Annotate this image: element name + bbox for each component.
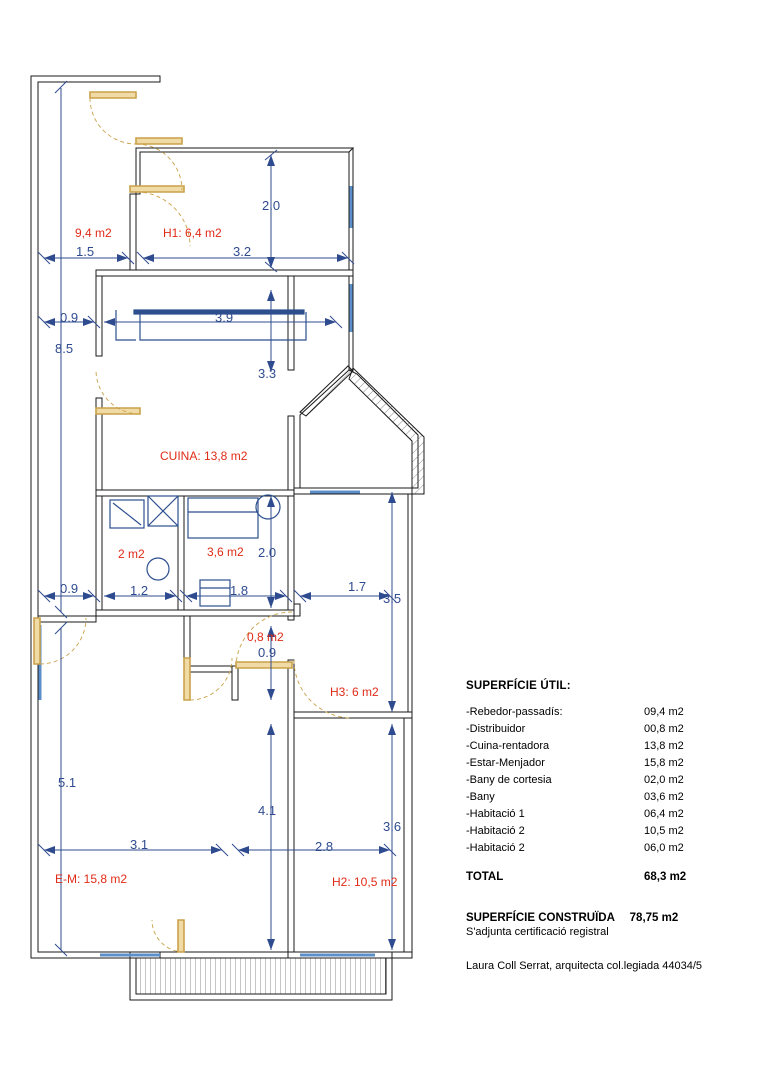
dimension-label: 1.5 bbox=[76, 244, 95, 259]
dimension-label: 2.0 bbox=[258, 545, 277, 560]
dimension-label: 3.6 bbox=[383, 819, 402, 834]
surface-total-label: TOTAL bbox=[466, 871, 504, 883]
dimension-label: 3.2 bbox=[233, 244, 252, 259]
surface-row bbox=[466, 738, 744, 755]
dimension-label: 4.1 bbox=[258, 803, 277, 818]
room-area-label: E-M: 15,8 m2 bbox=[55, 872, 128, 886]
surface-total-value: 68,3 m2 bbox=[644, 871, 687, 883]
dimension-label: 8.5 bbox=[55, 341, 74, 356]
built-surface-note: S'adjunta certificació registral bbox=[466, 926, 609, 938]
dimension-label: 3.5 bbox=[383, 591, 402, 606]
doors-layer bbox=[34, 92, 292, 952]
surface-row-value: 06,0 m2 bbox=[644, 842, 684, 854]
dimension-label: 3.9 bbox=[215, 310, 234, 325]
dimension-label: 1.7 bbox=[348, 579, 367, 594]
dimension-label: 2.0 bbox=[262, 198, 281, 213]
dimension-label: 3.3 bbox=[258, 366, 277, 381]
surface-row bbox=[466, 823, 744, 840]
room-area-label: 9,4 m2 bbox=[75, 226, 112, 240]
surface-row bbox=[466, 772, 744, 789]
dimension-label: 5.1 bbox=[58, 775, 77, 790]
room-area-label: H3: 6 m2 bbox=[330, 685, 379, 699]
room-area-label: 3,6 m2 bbox=[207, 545, 244, 559]
surface-row bbox=[466, 789, 744, 806]
surface-row bbox=[466, 806, 744, 823]
architect-signature: Laura Coll Serrat, arquitecta col.legiada 44034/5 bbox=[466, 960, 703, 972]
built-surface-row bbox=[466, 912, 756, 924]
room-area-labels bbox=[55, 226, 398, 889]
surface-row-label: -Estar-Menjador bbox=[466, 757, 545, 769]
dimension-label: 1.8 bbox=[230, 583, 249, 598]
surface-total-row bbox=[466, 857, 744, 886]
legend-title: SUPERFÍCIE ÚTIL: bbox=[466, 680, 571, 692]
surface-table bbox=[466, 704, 744, 886]
surface-row-value: 09,4 m2 bbox=[644, 706, 684, 718]
room-area-label: CUINA: 13,8 m2 bbox=[160, 449, 248, 463]
surface-row-value: 15,8 m2 bbox=[644, 757, 684, 769]
dimension-label: 1.2 bbox=[130, 583, 149, 598]
surface-row-label: -Bany bbox=[466, 791, 495, 803]
surface-row-label: -Habitació 2 bbox=[466, 842, 525, 854]
room-area-label: H2: 10,5 m2 bbox=[332, 875, 398, 889]
dimension-ticks bbox=[38, 81, 396, 956]
surface-row-value: 06,4 m2 bbox=[644, 808, 684, 820]
surface-row bbox=[466, 840, 744, 857]
dimension-label: 2.8 bbox=[315, 839, 334, 854]
surface-row-value: 13,8 m2 bbox=[644, 740, 684, 752]
surface-row-value: 00,8 m2 bbox=[644, 723, 684, 735]
surface-row bbox=[466, 704, 744, 721]
dimension-label: 0.9 bbox=[60, 581, 79, 596]
surface-row-label: -Cuina-rentadora bbox=[466, 740, 550, 752]
surface-row-value: 03,6 m2 bbox=[644, 791, 684, 803]
surface-row-label: -Bany de cortesia bbox=[466, 774, 552, 786]
surface-row bbox=[466, 721, 744, 738]
dimension-label: 0.9 bbox=[60, 310, 79, 325]
room-area-label: 2 m2 bbox=[118, 547, 145, 561]
surface-row-label: -Habitació 2 bbox=[466, 825, 525, 837]
surface-row-label: -Distribuidor bbox=[466, 723, 526, 735]
surface-row-value: 10,5 m2 bbox=[644, 825, 684, 837]
dimension-label: 3.1 bbox=[130, 837, 149, 852]
room-area-label: H1: 6,4 m2 bbox=[163, 226, 222, 240]
surface-row-label: -Rebedor-passadís: bbox=[466, 706, 563, 718]
built-surface-label: SUPERFÍCIE CONSTRUÏDA bbox=[466, 912, 615, 924]
built-surface-value: 78,75 m2 bbox=[629, 912, 679, 924]
surface-row-label: -Habitació 1 bbox=[466, 808, 525, 820]
room-area-label: 0,8 m2 bbox=[247, 630, 284, 644]
surface-row bbox=[466, 755, 744, 772]
surface-legend bbox=[466, 680, 756, 972]
surface-row-value: 02,0 m2 bbox=[644, 774, 684, 786]
dimension-label: 0.9 bbox=[258, 645, 277, 660]
